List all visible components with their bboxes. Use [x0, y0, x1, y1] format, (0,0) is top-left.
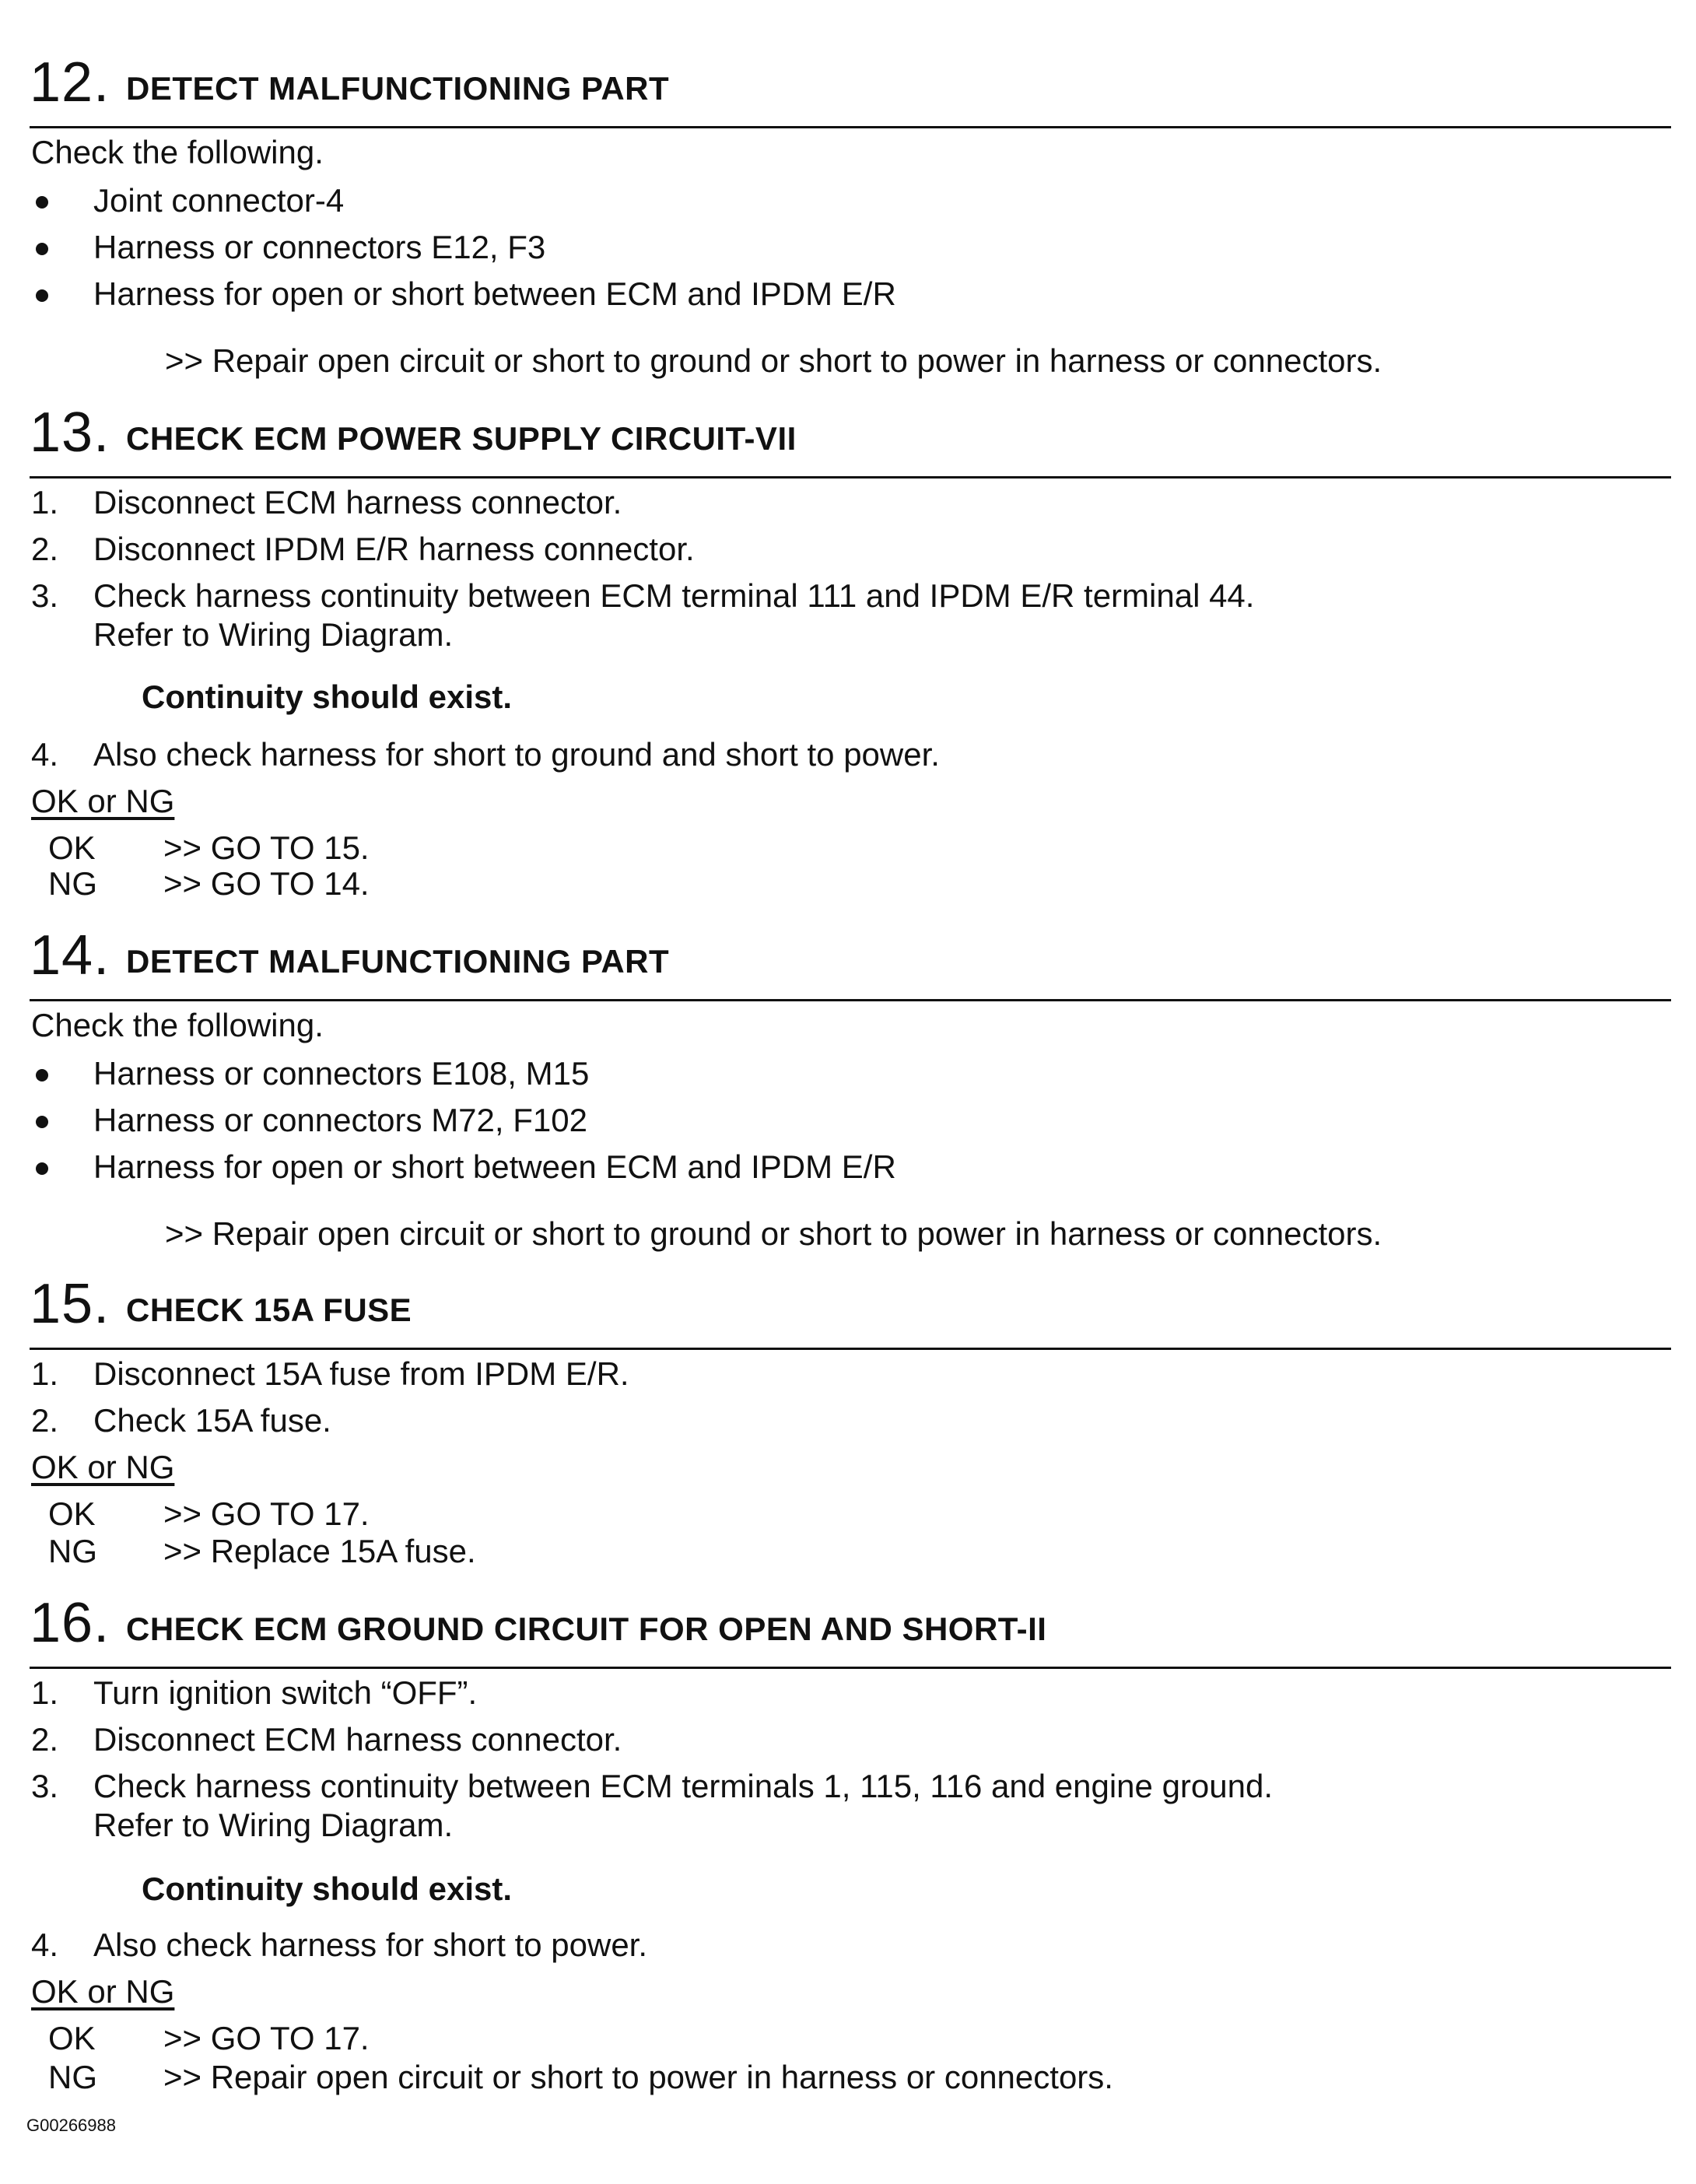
- result-action: >> GO TO 15.: [163, 829, 370, 866]
- section-header: [30, 918, 1671, 993]
- repair-action: >> Repair open circuit or short to ground or short to power in harness or connectors.: [165, 342, 1382, 379]
- step-number: 15.: [30, 1273, 110, 1335]
- bullet-item: Harness or connectors E12, F3: [93, 229, 546, 265]
- section-14: [30, 918, 1671, 993]
- result-action: >> Replace 15A fuse.: [163, 1533, 476, 1569]
- result-action: >> Repair open circuit or short to power in harness or connectors.: [163, 2059, 1113, 2095]
- section-header: [30, 45, 1671, 120]
- bullet-item: Harness or connectors M72, F102: [93, 1102, 587, 1138]
- header-rule: [30, 1348, 1671, 1350]
- step-index: 4.: [31, 736, 59, 773]
- bullet-item: Harness for open or short between ECM and IPDM E/R: [93, 275, 896, 312]
- result-code: OK: [48, 829, 96, 866]
- section-header: [30, 1267, 1671, 1341]
- header-rule: [30, 476, 1671, 479]
- step-title: DETECT MALFUNCTIONING PART: [126, 70, 670, 107]
- bullet-item: Harness or connectors E108, M15: [93, 1055, 590, 1092]
- step-title: DETECT MALFUNCTIONING PART: [126, 943, 670, 980]
- section-header: [30, 395, 1671, 470]
- step-index: 3.: [31, 577, 59, 614]
- step-index: 4.: [31, 1926, 59, 1963]
- step-number: 13.: [30, 401, 110, 464]
- bullet-icon: [36, 1069, 48, 1081]
- step-text: Disconnect IPDM E/R harness connector.: [93, 531, 695, 567]
- step-text: Disconnect ECM harness connector.: [93, 484, 622, 521]
- bullet-item: Joint connector-4: [93, 182, 345, 219]
- section-16: [30, 1586, 1671, 1660]
- step-index: 2.: [31, 531, 59, 567]
- result-code: OK: [48, 2020, 96, 2056]
- bullet-icon: [36, 196, 48, 209]
- step-index: 3.: [31, 1768, 59, 1804]
- step-title: CHECK 15A FUSE: [126, 1292, 412, 1328]
- bullet-icon: [36, 243, 48, 255]
- header-rule: [30, 1667, 1671, 1669]
- step-index: 1.: [31, 484, 59, 521]
- bullet-icon: [36, 1116, 48, 1128]
- repair-action: >> Repair open circuit or short to ground or short to power in harness or connectors.: [165, 1215, 1382, 1252]
- section-intro: Check the following.: [31, 1007, 324, 1043]
- step-text: Disconnect ECM harness connector.: [93, 1721, 622, 1758]
- result-label: OK or NG: [31, 783, 175, 819]
- section-intro: Check the following.: [31, 134, 324, 170]
- step-text-continued: Refer to Wiring Diagram.: [93, 1807, 454, 1843]
- step-number: 12.: [30, 51, 110, 114]
- step-text: Turn ignition switch “OFF”.: [93, 1674, 478, 1711]
- step-text: Check harness continuity between ECM terminals 1, 115, 116 and engine ground.: [93, 1768, 1274, 1804]
- result-code: NG: [48, 865, 97, 902]
- step-title: CHECK ECM GROUND CIRCUIT FOR OPEN AND SHORT-II: [126, 1611, 1047, 1647]
- step-text: Also check harness for short to power.: [93, 1926, 648, 1963]
- continuity-note: Continuity should exist.: [142, 678, 513, 715]
- result-action: >> GO TO 17.: [163, 2020, 370, 2056]
- step-text-continued: Refer to Wiring Diagram.: [93, 616, 454, 653]
- section-15: [30, 1267, 1671, 1341]
- section-13: [30, 395, 1671, 470]
- section-header: [30, 1586, 1671, 1660]
- step-number: 16.: [30, 1592, 110, 1654]
- step-index: 2.: [31, 1721, 59, 1758]
- step-text: Disconnect 15A fuse from IPDM E/R.: [93, 1355, 629, 1392]
- step-index: 2.: [31, 1402, 59, 1439]
- result-code: OK: [48, 1495, 96, 1532]
- step-text: Check harness continuity between ECM terminal 111 and IPDM E/R terminal 44.: [93, 577, 1255, 614]
- step-number: 14.: [30, 924, 110, 987]
- result-label: OK or NG: [31, 1449, 175, 1485]
- header-rule: [30, 126, 1671, 128]
- bullet-icon: [36, 289, 48, 302]
- continuity-note: Continuity should exist.: [142, 1870, 513, 1907]
- bullet-icon: [36, 1162, 48, 1175]
- step-text: Also check harness for short to ground and short to power.: [93, 736, 940, 773]
- result-code: NG: [48, 2059, 97, 2095]
- step-index: 1.: [31, 1674, 59, 1711]
- header-rule: [30, 999, 1671, 1001]
- step-title: CHECK ECM POWER SUPPLY CIRCUIT-VII: [126, 420, 797, 457]
- result-label: OK or NG: [31, 1973, 175, 2010]
- result-action: >> GO TO 14.: [163, 865, 370, 902]
- bullet-item: Harness for open or short between ECM and IPDM E/R: [93, 1148, 896, 1185]
- result-action: >> GO TO 17.: [163, 1495, 370, 1532]
- figure-code: G00266988: [26, 2116, 116, 2135]
- section-12: [30, 45, 1671, 120]
- step-text: Check 15A fuse.: [93, 1402, 331, 1439]
- result-code: NG: [48, 1533, 97, 1569]
- step-index: 1.: [31, 1355, 59, 1392]
